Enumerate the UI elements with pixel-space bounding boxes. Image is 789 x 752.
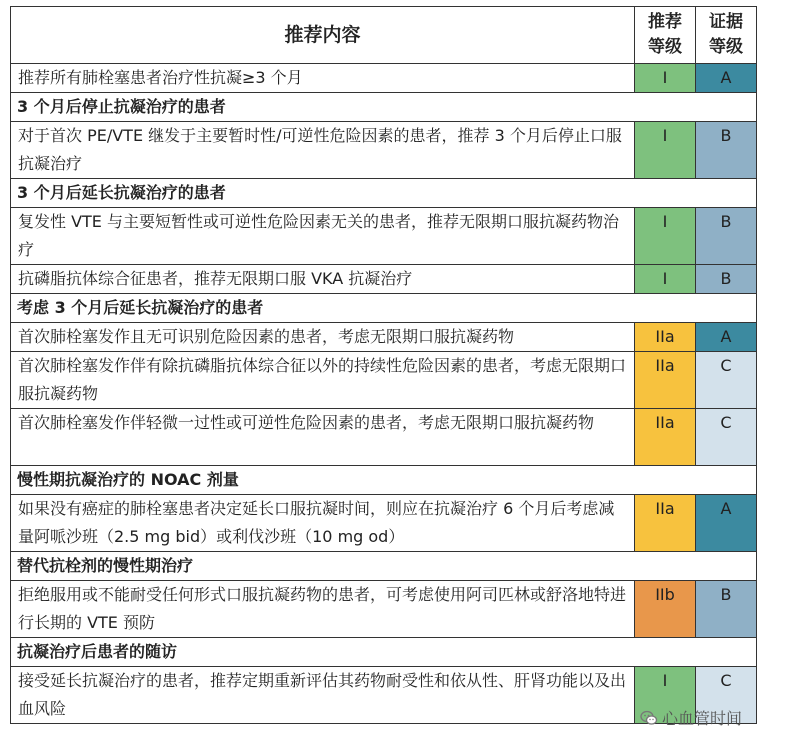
wechat-icon	[640, 709, 658, 727]
class-cell: IIa	[635, 495, 696, 552]
header-level: 证据 等级	[696, 7, 757, 64]
table-row	[11, 265, 757, 294]
watermark-text: 心血管时间	[662, 709, 743, 728]
section-row	[11, 638, 757, 667]
section-title: 抗凝治疗后患者的随访	[11, 638, 757, 667]
header-class: 推荐 等级	[635, 7, 696, 64]
table-row	[11, 323, 757, 352]
section-title: 考虑 3 个月后延长抗凝治疗的患者	[11, 294, 757, 323]
section-row	[11, 179, 757, 208]
recommendation-text: 复发性 VTE 与主要短暂性或可逆性危险因素无关的患者，推荐无限期口服抗凝药物治疗	[11, 208, 635, 265]
table-row	[11, 409, 757, 466]
section-title: 3 个月后延长抗凝治疗的患者	[11, 179, 757, 208]
recommendation-table	[10, 6, 757, 724]
level-cell: A	[696, 323, 757, 352]
section-row	[11, 466, 757, 495]
watermark	[640, 706, 742, 729]
table-row	[11, 495, 757, 552]
section-row	[11, 552, 757, 581]
recommendation-text: 接受延长抗凝治疗的患者，推荐定期重新评估其药物耐受性和依从性、肝肾功能以及出血风险	[11, 667, 635, 724]
recommendation-text: 对于首次 PE/VTE 继发于主要暂时性/可逆性危险因素的患者，推荐 3 个月后停止口服抗凝治疗	[11, 122, 635, 179]
recommendation-text: 首次肺栓塞发作伴有除抗磷脂抗体综合征以外的持续性危险因素的患者，考虑无限期口服抗凝药物	[11, 352, 635, 409]
recommendation-text: 首次肺栓塞发作且无可识别危险因素的患者，考虑无限期口服抗凝药物	[11, 323, 635, 352]
level-cell: C	[696, 667, 757, 724]
section-title: 3 个月后停止抗凝治疗的患者	[11, 93, 757, 122]
class-cell: I	[635, 265, 696, 294]
table-row	[11, 122, 757, 179]
class-cell: IIa	[635, 409, 696, 466]
class-cell: I	[635, 208, 696, 265]
level-cell: C	[696, 409, 757, 466]
level-cell: B	[696, 581, 757, 638]
section-row	[11, 93, 757, 122]
class-cell: IIb	[635, 581, 696, 638]
class-cell: I	[635, 667, 696, 724]
table-row	[11, 581, 757, 638]
level-cell: A	[696, 495, 757, 552]
recommendation-text: 推荐所有肺栓塞患者治疗性抗凝≥3 个月	[11, 64, 635, 93]
level-cell: B	[696, 122, 757, 179]
recommendation-text: 如果没有癌症的肺栓塞患者决定延长口服抗凝时间，则应在抗凝治疗 6 个月后考虑减量阿哌沙班（2.5 mg bid）或利伐沙班（10 mg od）	[11, 495, 635, 552]
recommendation-text: 抗磷脂抗体综合征患者，推荐无限期口服 VKA 抗凝治疗	[11, 265, 635, 294]
table-row	[11, 208, 757, 265]
class-cell: I	[635, 64, 696, 93]
section-row	[11, 294, 757, 323]
header-content: 推荐内容	[11, 7, 635, 64]
table-header-row	[11, 7, 757, 64]
level-cell: B	[696, 208, 757, 265]
level-cell: B	[696, 265, 757, 294]
class-cell: IIa	[635, 323, 696, 352]
level-cell: A	[696, 64, 757, 93]
table-row	[11, 352, 757, 409]
section-title: 替代抗栓剂的慢性期治疗	[11, 552, 757, 581]
class-cell: I	[635, 122, 696, 179]
recommendation-text: 首次肺栓塞发作伴轻微一过性或可逆性危险因素的患者，考虑无限期口服抗凝药物	[11, 409, 635, 466]
table-row	[11, 64, 757, 93]
section-title: 慢性期抗凝治疗的 NOAC 剂量	[11, 466, 757, 495]
recommendation-text: 拒绝服用或不能耐受任何形式口服抗凝药物的患者，可考虑使用阿司匹林或舒洛地特进行长期的 VTE 预防	[11, 581, 635, 638]
level-cell: C	[696, 352, 757, 409]
class-cell: IIa	[635, 352, 696, 409]
